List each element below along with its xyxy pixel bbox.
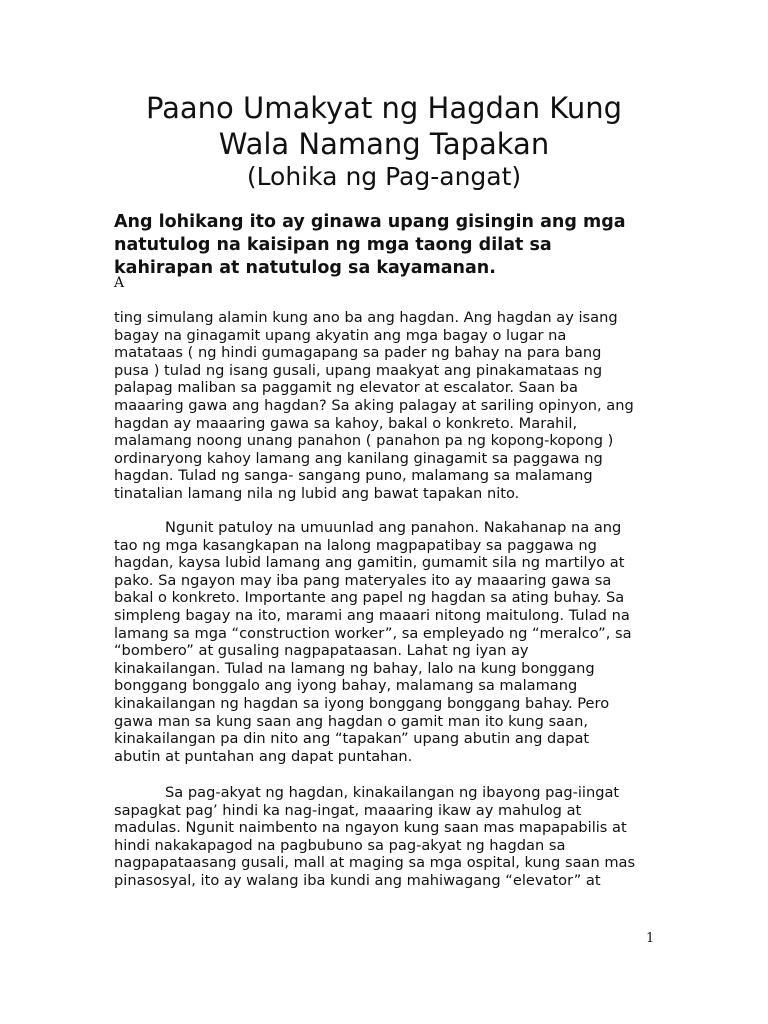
text-line: pinasosyal, ito ay walang iba kundi ang mahiwagang “elevator” at xyxy=(114,871,601,889)
text-line: hagdan. Tulad ng sanga- sangang puno, malamang sa malamang xyxy=(114,467,593,485)
text-line: tao ng mga kasangkapan na lalong magpapatibay sa paggawa ng xyxy=(114,536,597,554)
text-line: palapag maliban sa paggamit ng elevator at escalator. Saan ba xyxy=(114,379,578,397)
text-line: bonggang bonggalo ang iyong bahay, malamang sa malamang xyxy=(114,677,578,695)
text-line: Ngunit patuloy na umuunlad ang panahon. Nakahanap na ang xyxy=(114,519,622,536)
intro-statement xyxy=(114,211,654,280)
text-line: hagdan, kaysa lubid lamang ang gamitin, gumamit sila ng martilyo at xyxy=(114,554,625,572)
text-line: hindi nakakapagod na pagbubuno sa pag-akyat ng hagdan sa xyxy=(114,836,566,854)
text-line: simpleng bagay na ito, marami ang maaari nitong maitulong. Tulad na xyxy=(114,606,630,624)
document-subtitle: (Lohika ng Pag-angat) xyxy=(246,162,522,191)
text-line: matataas ( ng hindi gumagapang sa pader ng bahay na para bang xyxy=(114,344,602,362)
text-line: bakal o konkreto. Importante ang papel ng hagdan sa ating buhay. Sa xyxy=(114,589,625,607)
document-title-line-2: Wala Namang Tapakan xyxy=(218,127,550,161)
text-line: Sa pag-akyat ng hagdan, kinakailangan ng ibayong pag-iingat xyxy=(114,784,620,801)
text-line: maaaring gawa ang hagdan? Sa aking palagay at sariling opinyon, ang xyxy=(114,396,634,414)
text-line: ordinaryong kahoy lamang ang kanilang ginagamit sa paggawa ng xyxy=(114,449,603,467)
text-line: kinakailangan ng hagdan sa iyong bonggang bonggang bahay. Pero xyxy=(114,694,610,712)
text-line: pako. Sa ngayon may iba pang materyales ito ay maaaring gawa sa xyxy=(114,571,612,589)
text-line: kinakailangan. Tulad na lamang ng bahay, lalo na kung bonggang xyxy=(114,659,595,677)
document-title-line-1: Paano Umakyat ng Hagdan Kung xyxy=(145,91,623,125)
text-line: kinakailangan pa din nito ang “tapakan” upang abutin ang dapat xyxy=(114,730,590,748)
intro-line: Ang lohikang ito ay ginawa upang gisingin ang mga xyxy=(114,212,626,232)
paragraph-2 xyxy=(114,519,654,765)
paragraph-1 xyxy=(114,309,654,503)
intro-line: kahirapan at natutulog sa kayamanan. xyxy=(114,258,496,278)
text-line: tinatalian lamang nila ng lubid ang bawat tapakan nito. xyxy=(114,484,520,502)
drop-cap-marker: A xyxy=(114,275,125,291)
page-number: 1 xyxy=(646,931,655,946)
text-line: bagay na ginagamit upang akyatin ang mga bagay o lugar na xyxy=(114,326,567,344)
text-line: malamang noong unang panahon ( panahon pa ng kopong-kopong ) xyxy=(114,432,614,450)
text-line: ting simulang alamin kung ano ba ang hagdan. Ang hagdan ay isang xyxy=(114,309,618,326)
text-line: pusa ) tulad ng isang gusali, upang maakyat ang pinakamataas ng xyxy=(114,361,603,379)
text-line: madulas. Ngunit naimbento na ngayon kung saan mas mapapabilis at xyxy=(114,819,627,837)
intro-line: natutulog na kaisipan ng mga taong dilat sa xyxy=(114,235,552,255)
paragraph-3 xyxy=(114,784,654,890)
text-line: hagdan ay maaaring gawa sa kahoy, bakal o konkreto. Marahil, xyxy=(114,414,578,432)
text-line: abutin at puntahan ang dapat puntahan. xyxy=(114,747,413,765)
text-line: sapagkat pag’ hindi ka nag-ingat, maaaring ikaw ay mahulog at xyxy=(114,801,582,819)
text-line: nagpapataasang gusali, mall at maging sa mga ospital, kung saan mas xyxy=(114,854,636,872)
text-line: lamang sa mga “construction worker”, sa empleyado ng “meralco”, sa xyxy=(114,624,632,642)
text-line: gawa man sa kung saan ang hagdan o gamit man ito kung saan, xyxy=(114,712,588,730)
text-line: “bombero” at gusaling nagpapataasan. Lahat ng iyan ay xyxy=(114,642,529,660)
